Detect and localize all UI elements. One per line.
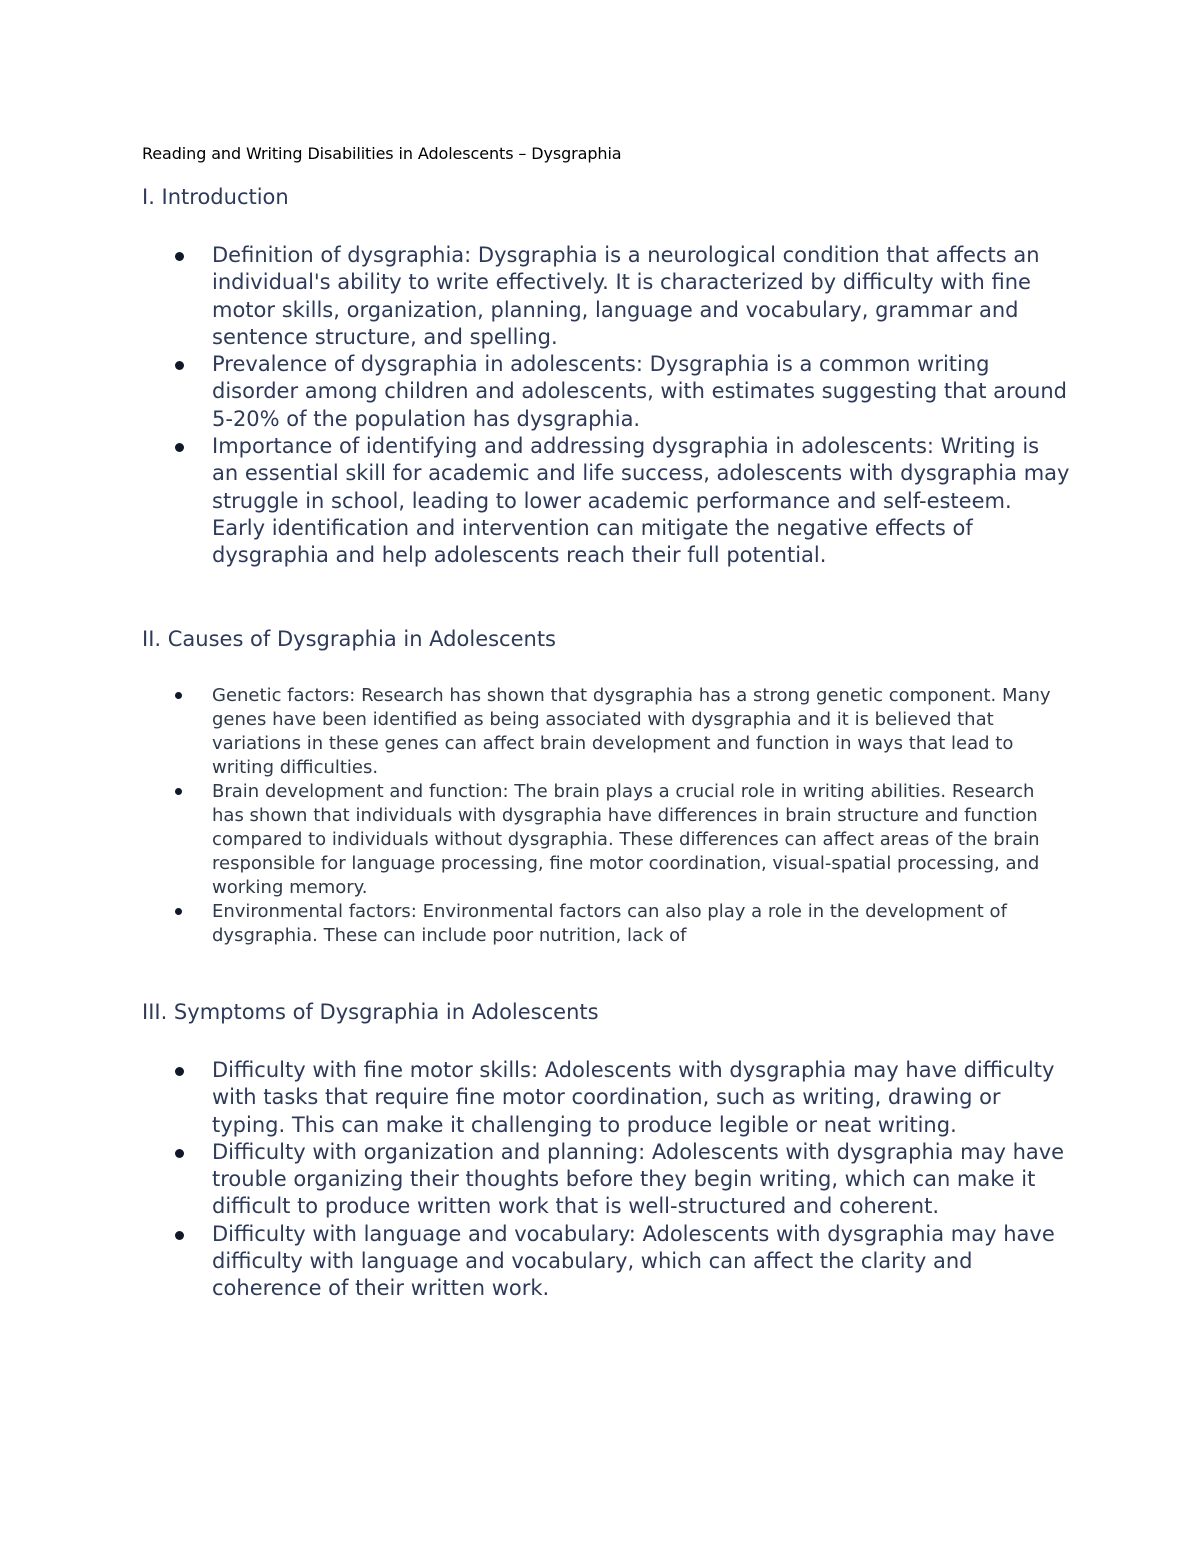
document-title: Reading and Writing Disabilities in Adolescents – Dysgraphia [142,144,622,163]
bullet-icon [175,908,182,915]
list-item [0,1221,1200,1303]
list-item [0,684,1200,780]
list-item-text: Genetic factors: Research has shown that dysgraphia has a strong genetic component. Many genes have been identified as being associated with dysgraphia and it is believed that variations in these genes can affect brain development and function in ways that lead to writing difficulties. [212,685,1051,778]
list-item [0,900,1200,948]
list-item [0,433,1200,569]
list-item [0,780,1200,900]
bullet-icon [175,361,184,370]
list-item-text: Prevalence of dysgraphia in adolescents: Dysgraphia is a common writing disorder among children and adolescents, with estimates suggesting that around 5-20% of the population has dysgraphia. [212,352,1067,431]
list-item [0,1057,1200,1139]
introduction-list [0,242,1200,570]
list-item-text: Definition of dysgraphia: Dysgraphia is a neurological condition that affects an individual's ability to write effectively. It is characterized by difficulty with fine motor skills, organization, planning, language and vocabulary, grammar and sentence structure, and spelling. [212,243,1040,349]
bullet-icon [175,1231,184,1240]
bullet-icon [175,443,184,452]
list-item-text: Brain development and function: The brain plays a crucial role in writing abilities. Research has shown that individuals with dysgraphia have differences in brain structure and function compared to individuals without dysgraphia. These differences can affect areas of the brain responsible for language processing, fine motor coordination, visual-spatial processing, and working memory. [212,781,1040,898]
section-heading-causes: II. Causes of Dysgraphia in Adolescents [142,627,557,651]
list-item-text: Difficulty with language and vocabulary: Adolescents with dysgraphia may have difficulty with language and vocabulary, which can affect the clarity and coherence of their written work. [212,1221,1055,1301]
section-heading-symptoms: III. Symptoms of Dysgraphia in Adolescents [142,1000,599,1024]
list-item-text: Difficulty with fine motor skills: Adolescents with dysgraphia may have difficulty with tasks that require fine motor coordination, such as writing, drawing or typing. This can make it challenging to produce legible or neat writing. [212,1058,1055,1137]
causes-list [0,684,1200,948]
list-item [0,1139,1200,1221]
symptoms-list [0,1057,1200,1303]
bullet-icon [175,1149,184,1158]
bullet-icon [175,788,182,795]
list-item-text: Difficulty with organization and planning: Adolescents with dysgraphia may have trouble organizing their thoughts before they begin writing, which can make it difficult to produce written work that is well-structured and coherent. [212,1139,1065,1219]
section-heading-introduction: I. Introduction [142,185,289,209]
bullet-icon [175,1067,184,1076]
list-item [0,351,1200,433]
bullet-icon [175,692,182,699]
list-item-text: Environmental factors: Environmental factors can also play a role in the development of dysgraphia. These can include poor nutrition, lack of [212,901,1007,946]
list-item [0,242,1200,351]
list-item-text: Importance of identifying and addressing dysgraphia in adolescents: Writing is an essential skill for academic and life success, adolescents with dysgraphia may struggle in school, leading to lower academic performance and self-esteem. Early identification and intervention can mitigate the negative effects of dysgraphia and help adolescents reach their full potential. [212,434,1070,568]
bullet-icon [175,252,184,261]
